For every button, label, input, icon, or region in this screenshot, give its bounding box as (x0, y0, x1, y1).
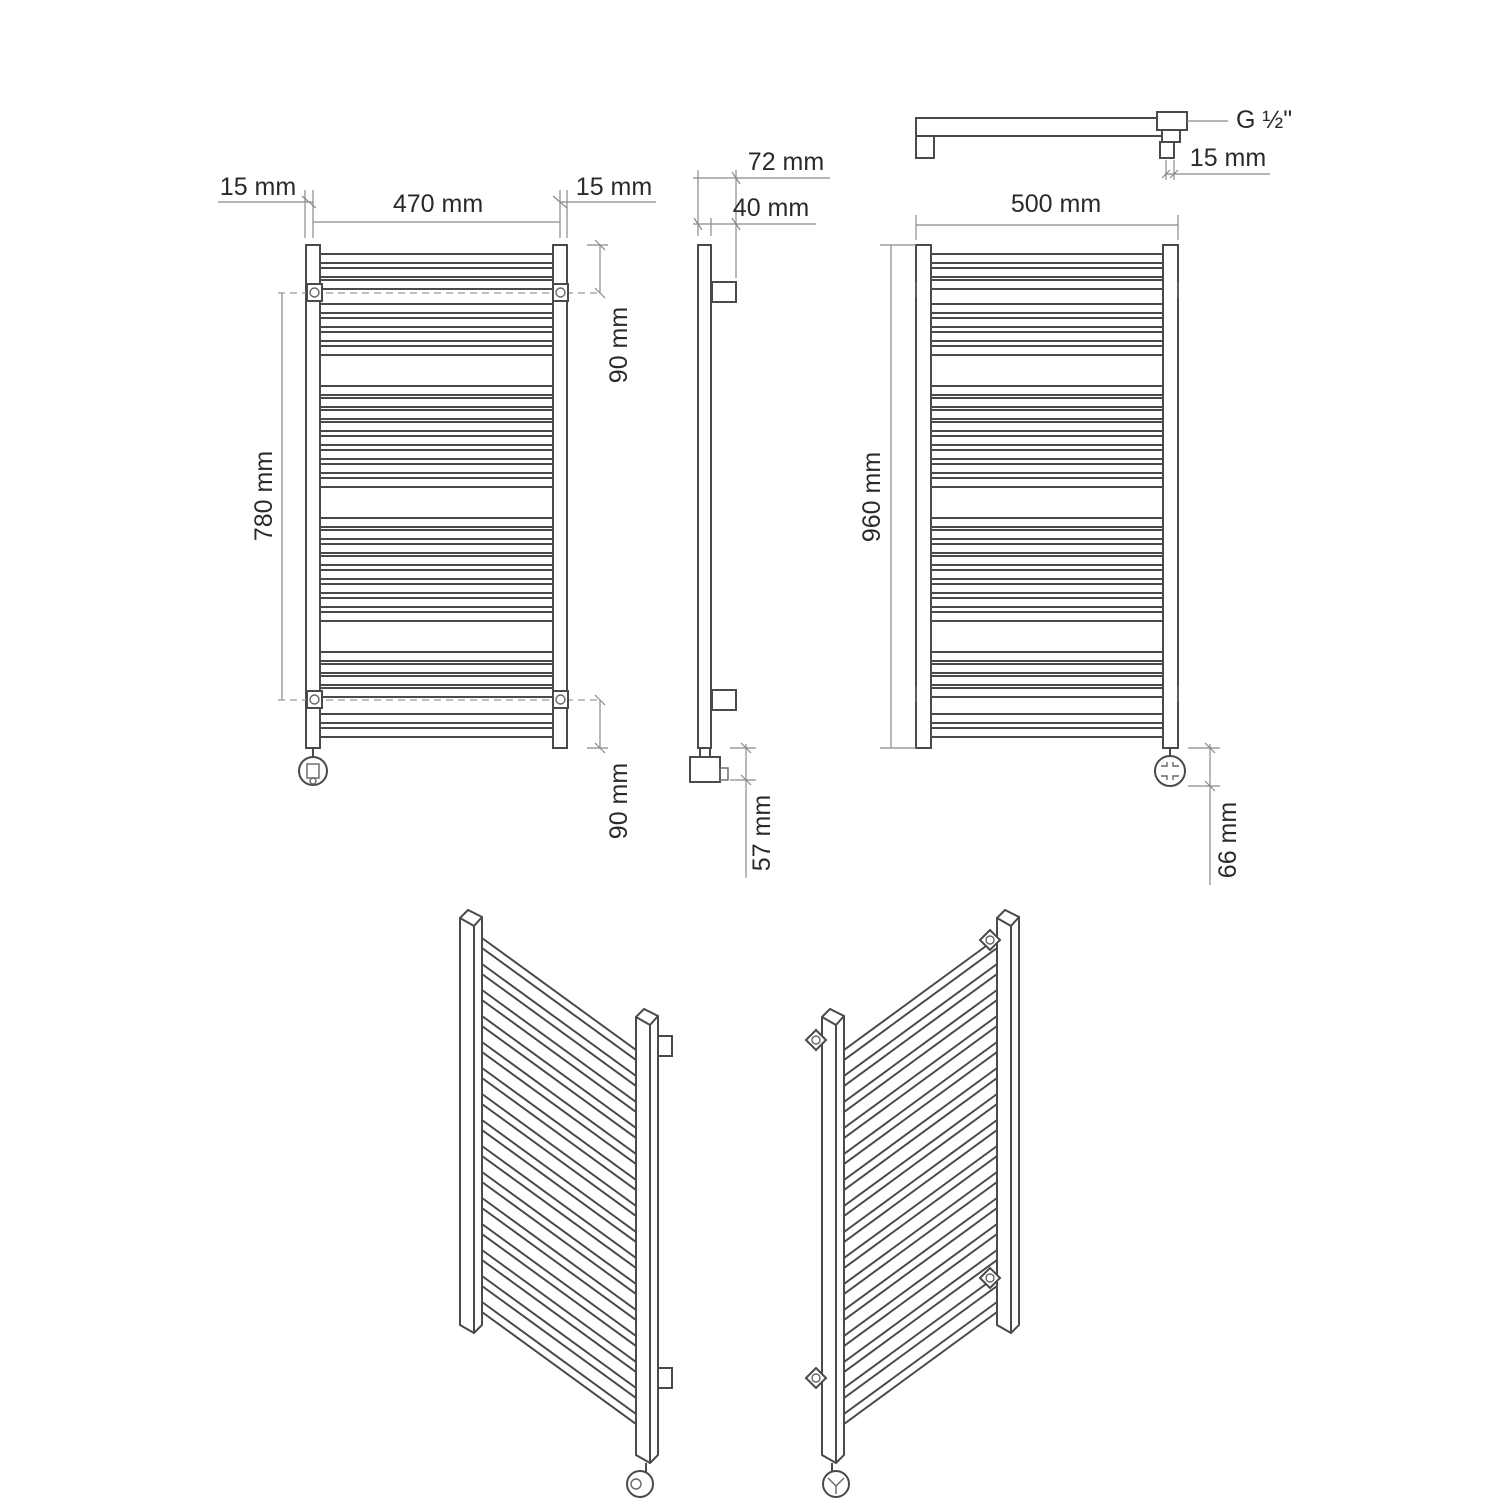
back-cross-bar (931, 450, 1163, 459)
back-cross-bar (931, 410, 1163, 419)
back-cross-bar (931, 280, 1163, 289)
front-cross-bar (320, 570, 553, 579)
front-right-rail (553, 245, 567, 748)
front-cross-bar (320, 544, 553, 553)
dim-side-valve-height: 57 mm (748, 794, 776, 872)
side-bottom-bracket (712, 690, 736, 710)
back-heater-valve-icon (1155, 748, 1185, 786)
back-cross-bar (931, 304, 1163, 313)
top-view (916, 106, 1292, 180)
top-profile (916, 118, 1178, 136)
front-cross-bar (320, 346, 553, 355)
back-cross-bar (931, 714, 1163, 723)
back-cross-bar (931, 598, 1163, 607)
back-cross-bar (931, 612, 1163, 621)
iso-right-cross-bars (844, 938, 997, 1424)
back-cross-bar (931, 464, 1163, 473)
iso-right-rail-right (997, 910, 1019, 1333)
dim-front-bottom-offset: 90 mm (605, 762, 633, 840)
isometric-back-right-view (806, 910, 1019, 1497)
front-heater-valve-icon (299, 748, 327, 785)
iso-left-rail-left (460, 910, 482, 1333)
dim-front-top-offset: 90 mm (605, 306, 633, 384)
back-cross-bar (931, 544, 1163, 553)
front-left-rail (306, 245, 320, 748)
back-view (858, 190, 1242, 885)
back-cross-bar (931, 318, 1163, 327)
back-cross-bar (931, 728, 1163, 737)
dim-front-width: 470 mm (392, 190, 484, 218)
front-cross-bar (320, 386, 553, 395)
front-cross-bar (320, 436, 553, 445)
front-cross-bar (320, 714, 553, 723)
back-cross-bar (931, 254, 1163, 263)
front-cross-bar (320, 652, 553, 661)
front-cross-bar (320, 268, 553, 277)
back-cross-bar (931, 422, 1163, 431)
front-cross-bar (320, 450, 553, 459)
front-cross-bar (320, 676, 553, 685)
front-cross-bar (320, 410, 553, 419)
iso-left-cross-bars (482, 938, 636, 1424)
side-view (690, 148, 830, 878)
back-cross-bar (931, 398, 1163, 407)
front-cross-bar (320, 318, 553, 327)
back-cross-bar (931, 436, 1163, 445)
back-cross-bar (931, 664, 1163, 673)
side-rail (698, 245, 711, 748)
dim-front-bracket-spacing: 780 mm (250, 450, 278, 542)
back-cross-bar (931, 584, 1163, 593)
back-cross-bar (931, 570, 1163, 579)
back-cross-bar (931, 688, 1163, 697)
iso-right-rail-left (822, 1009, 844, 1463)
dim-top-connection-offset: 15 mm (1189, 144, 1267, 172)
front-cross-bar (320, 728, 553, 737)
dim-back-width: 500 mm (1010, 190, 1102, 218)
front-cross-bar (320, 422, 553, 431)
front-cross-bar (320, 688, 553, 697)
front-cross-bar (320, 478, 553, 487)
front-cross-bar (320, 332, 553, 341)
back-cross-bar (931, 530, 1163, 539)
front-cross-bar (320, 464, 553, 473)
back-cross-bar (931, 478, 1163, 487)
front-cross-bar (320, 280, 553, 289)
back-cross-bar (931, 332, 1163, 341)
front-cross-bar (320, 254, 553, 263)
front-cross-bar (320, 304, 553, 313)
isometric-front-left-view (460, 910, 672, 1497)
side-top-bracket (712, 282, 736, 302)
dim-back-valve-height: 66 mm (1214, 801, 1242, 879)
back-cross-bar (931, 268, 1163, 277)
front-cross-bar (320, 664, 553, 673)
back-cross-bar (931, 386, 1163, 395)
back-cross-bar (931, 346, 1163, 355)
back-cross-bar (931, 652, 1163, 661)
front-cross-bar (320, 398, 553, 407)
back-left-rail (916, 245, 931, 748)
dim-top-connection-thread: G ½" (1236, 106, 1293, 134)
front-cross-bar (320, 530, 553, 539)
front-cross-bar (320, 518, 553, 527)
front-view (218, 173, 656, 839)
back-cross-bars (931, 254, 1163, 737)
back-cross-bar (931, 676, 1163, 685)
back-right-rail (1163, 245, 1178, 748)
side-heater-valve-icon (690, 748, 728, 782)
dim-front-left-offset: 15 mm (219, 173, 297, 201)
back-cross-bar (931, 556, 1163, 565)
top-connection-body (1157, 112, 1187, 130)
dim-side-depth-bracket: 40 mm (732, 194, 810, 222)
iso-left-rail-right (636, 1009, 658, 1463)
front-cross-bar (320, 612, 553, 621)
front-cross-bars (320, 254, 553, 737)
dim-back-height: 960 mm (858, 451, 886, 543)
front-cross-bar (320, 598, 553, 607)
front-cross-bar (320, 584, 553, 593)
dim-front-right-offset: 15 mm (575, 173, 653, 201)
top-left-end (916, 136, 934, 158)
front-cross-bar (320, 556, 553, 565)
back-cross-bar (931, 518, 1163, 527)
dim-side-depth-total: 72 mm (747, 148, 825, 176)
top-connection-stub (1160, 142, 1174, 158)
